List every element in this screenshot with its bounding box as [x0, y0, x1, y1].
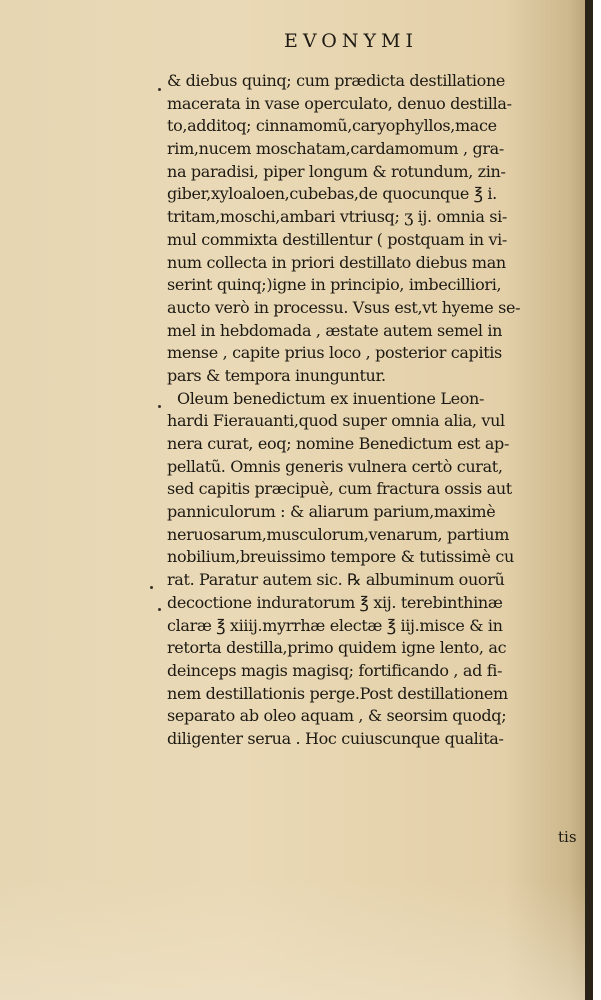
text-line: serint quinq;)igne in principio, imbecilliori, [167, 275, 502, 295]
text-line: macerata in vase operculato, denuo destilla- [167, 93, 512, 113]
margin-mark [158, 88, 161, 91]
margin-mark [150, 586, 153, 589]
text-line: deinceps magis magisq; fortificando , ad fi- [167, 660, 503, 680]
text-line: pars & tempora inunguntur. [167, 365, 386, 385]
text-line: separato ab oleo aquam , & seorsim quodq; [167, 706, 507, 726]
text-line: aucto verò in processu. Vsus est,vt hyeme se- [167, 297, 521, 317]
text-line: sed capitis præcipuè, cum fractura ossis aut [167, 479, 512, 499]
running-head: EVONYMI [284, 30, 418, 52]
text-line: num collecta in priori destillato diebus man [167, 252, 506, 272]
text-line: rat. Paratur autem sic. ℞ albuminum ouorũ [167, 570, 505, 590]
text-line: na paradisi, piper longum & rotundum, zin- [167, 161, 506, 181]
margin-mark [158, 405, 161, 408]
text-line: rim,nucem moschatam,cardamomum , gra- [167, 139, 504, 159]
text-line: giber,xyloaloen,cubebas,de quocunque ℥ i. [167, 184, 497, 204]
text-line: nem destillationis perge.Post destillationem [167, 683, 508, 703]
text-line: neruosarum,musculorum,venarum, partium [167, 524, 510, 544]
text-line: nobilium,breuissimo tempore & tutissimè cu [167, 547, 514, 567]
text-line: to,additoq; cinnamomũ,caryophyllos,mace [167, 116, 497, 136]
text-line: mul commixta destillentur ( postquam in vi- [167, 229, 507, 249]
paragraph-start-line: Oleum benedictum ex inuentione Leon- [177, 388, 485, 408]
text-line: retorta destilla,primo quidem igne lento, ac [167, 638, 507, 658]
text-line: & diebus quinq; cum prædicta destillatione [167, 71, 506, 90]
catchword: tis [558, 828, 577, 846]
body-text [167, 70, 595, 751]
text-line: mense , capite prius loco , posterior capitis [167, 343, 502, 363]
text-line: decoctione induratorum ℥ xij. terebinthinæ [167, 592, 503, 612]
text-line: diligenter serua . Hoc cuiuscunque qualita- [167, 728, 504, 748]
text-line: panniculorum : & aliarum parium,maximè [167, 502, 496, 522]
text-line: pellatũ. Omnis generis vulnera certò curat, [167, 456, 503, 476]
margin-mark [158, 608, 161, 611]
text-line: tritam,moschi,ambari vtriusq; ʒ ij. omnia si- [167, 207, 507, 227]
text-line: claræ ℥ xiiij.myrrhæ electæ ℥ iij.misce & in [167, 615, 503, 635]
text-line: nera curat, eoq; nomine Benedictum est ap- [167, 434, 510, 453]
page-discoloration [0, 880, 593, 1000]
text-line: mel in hebdomada , æstate autem semel in [167, 320, 503, 340]
text-line: hardi Fierauanti,quod super omnia alia, vul [167, 411, 505, 431]
